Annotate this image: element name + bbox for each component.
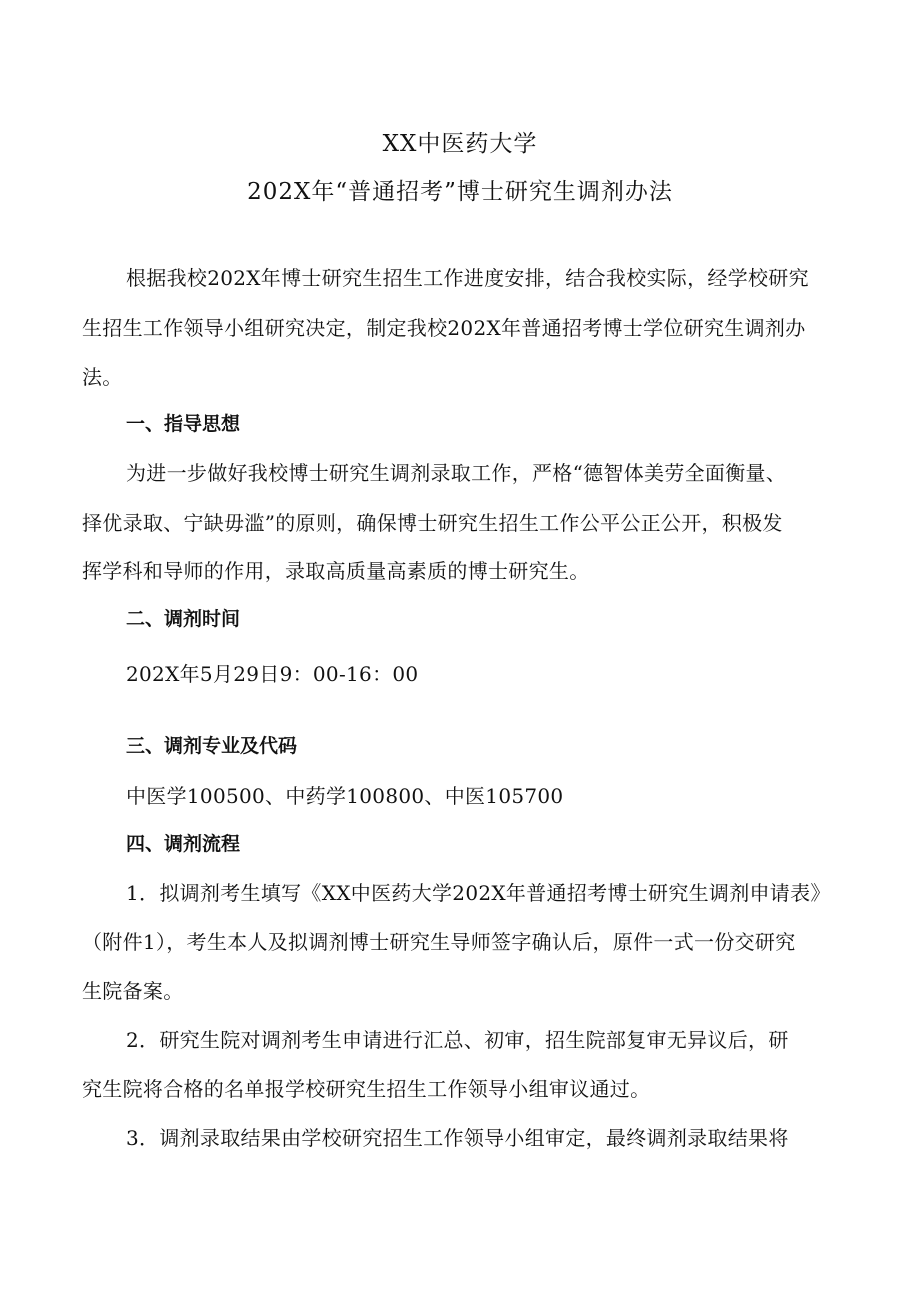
section-heading-guiding-principle: 一、指导思想: [126, 413, 241, 435]
section-heading-adjustment-time: 二、调剂时间: [126, 608, 241, 630]
procedure-item-line: 3．调剂录取结果由学校研究招生工作领导小组审定，最终调剂录取结果将: [126, 1126, 789, 1150]
majors-and-codes-text: 中医学100500、中药学100800、中医105700: [126, 784, 564, 808]
intro-line: 根据我校202X年博士研究生招生工作进度安排，结合我校实际，经学校研究: [126, 266, 809, 290]
procedure-item-line: 究生院将合格的名单报学校研究生招生工作领导小组审议通过。: [82, 1077, 651, 1101]
paragraph-line: 为进一步做好我校博士研究生调剂录取工作，严格“德智体美劳全面衡量、: [126, 461, 787, 485]
intro-line: 法。: [82, 365, 123, 389]
procedure-item-line: 1．拟调剂考生填写《XX中医药大学202X年普通招考博士研究生调剂申请表》: [126, 881, 831, 905]
paragraph-line: 挥学科和导师的作用，录取高质量高素质的博士研究生。: [82, 559, 590, 583]
section-heading-procedure: 四、调剂流程: [126, 833, 241, 855]
section-heading-majors-and-codes: 三、调剂专业及代码: [126, 735, 298, 757]
document-title-main: 202X年“普通招考”博士研究生调剂办法: [247, 179, 673, 205]
procedure-item-line: 2．研究生院对调剂考生申请进行汇总、初审，招生院部复审无异议后，研: [126, 1028, 789, 1052]
intro-line: 生招生工作领导小组研究决定，制定我校202X年普通招考博士学位研究生调剂办: [82, 316, 806, 340]
procedure-item-line: 生院备案。: [82, 979, 184, 1003]
procedure-item-line: （附件1），考生本人及拟调剂博士研究生导师签字确认后，原件一式一份交研究: [82, 930, 796, 954]
document-title-university: XX中医药大学: [382, 131, 538, 157]
paragraph-line: 择优录取、宁缺毋滥”的原则，确保博士研究生招生工作公平公正公开，积极发: [82, 511, 783, 535]
adjustment-time-text: 202X年5月29日9：00-16：00: [126, 662, 419, 686]
